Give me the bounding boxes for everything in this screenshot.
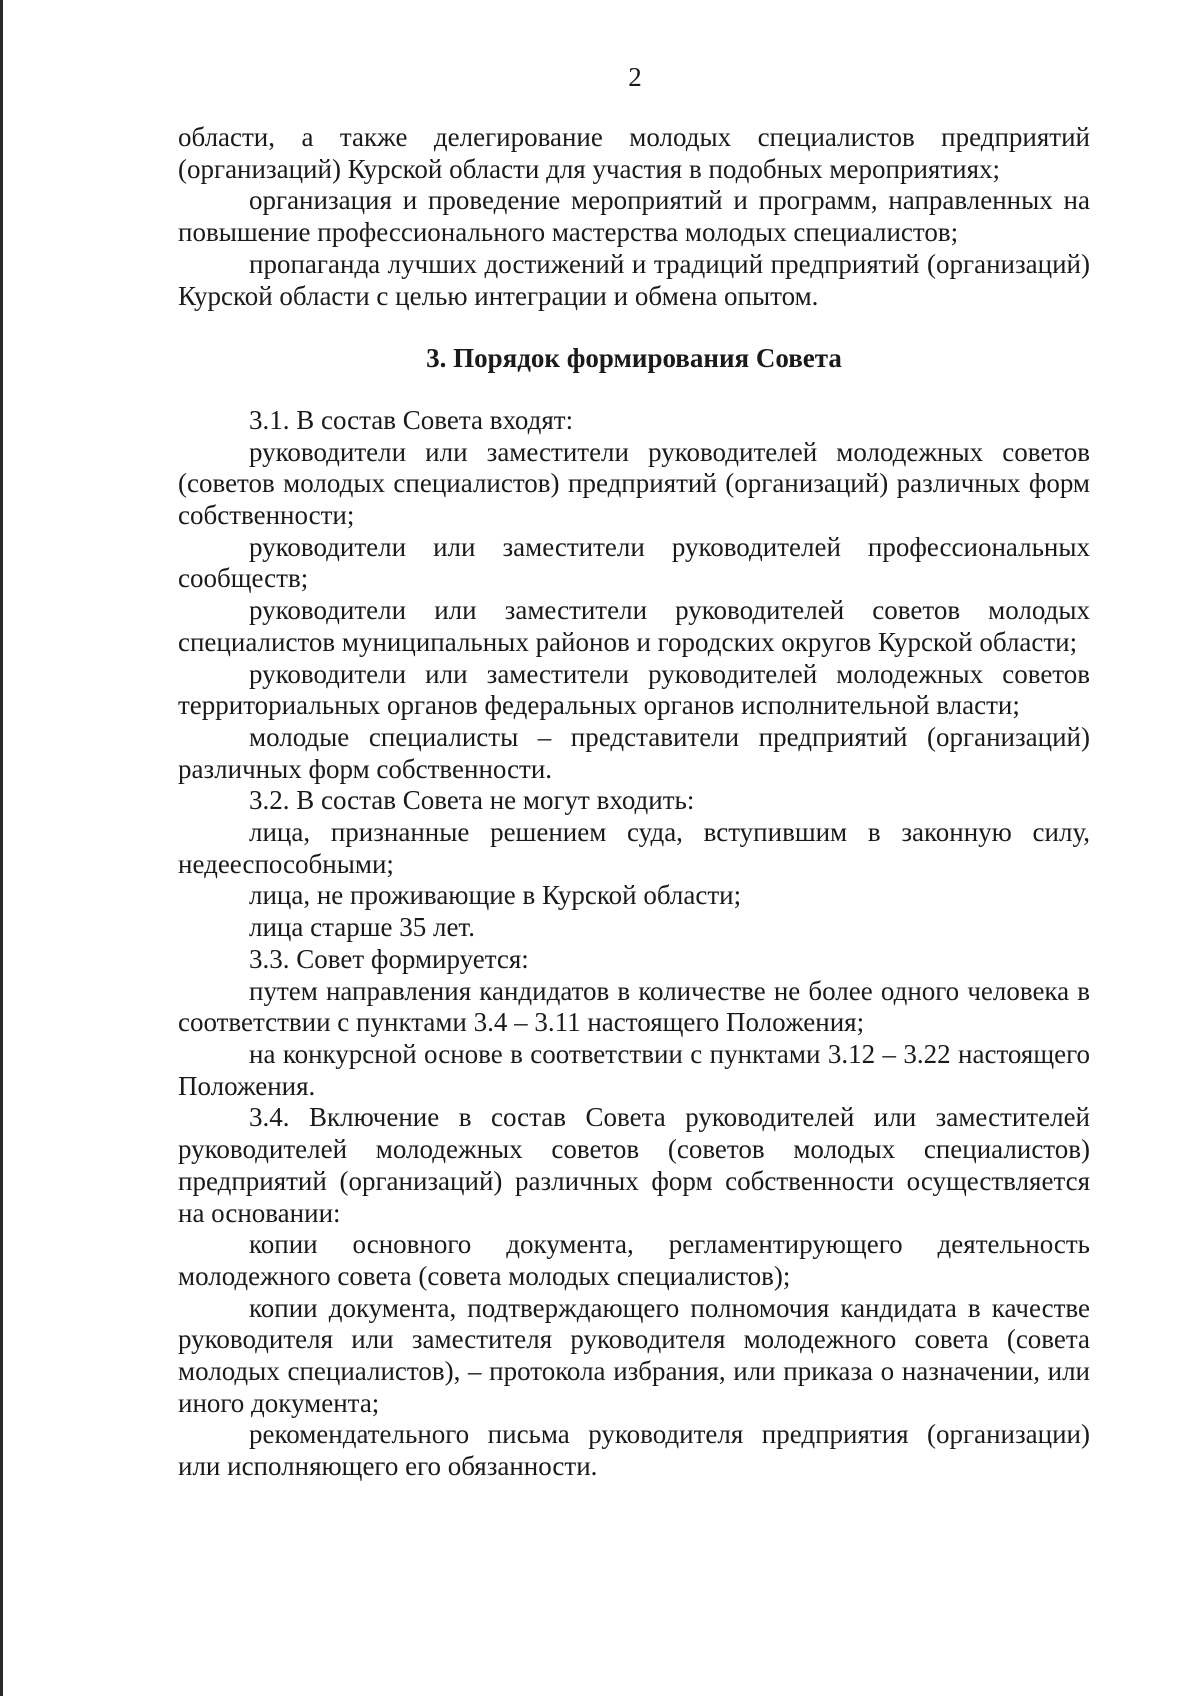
clause-3-3-item: путем направления кандидатов в количестве не более одного человека в соответствии с пунктами 3.4 – 3.11 настоящего Положения; [178,975,1090,1038]
clause-3-4-item: рекомендательного письма руководителя предприятия (организации) или исполняющего его обязанности. [178,1419,1090,1482]
page-number: 2 [628,62,642,92]
paragraph-continuation: области, а также делегирование молодых специалистов предприятий (организаций) Курской области для участия в подобных мероприятиях; [178,122,1090,184]
spacer [178,312,1090,343]
section-heading: 3. Порядок формирования Совета [426,343,842,374]
clause-3-1-item: руководители или заместители руководителей советов молодых специалистов муниципальных районов и городских округов Курской области; [178,595,1090,657]
clause-3-3: 3.3. Совет формируется: [249,943,529,974]
clause-3-1-item: руководители или заместители руководителей профессиональных сообществ; [178,531,1090,594]
clause-3-3-item: на конкурсной основе в соответствии с пунктами 3.12 – 3.22 настоящего Положения. [178,1038,1090,1101]
clause-3-1-item: руководители или заместители руководителей молодежных советов территориальных органов федеральных органов исполнительной власти; [178,658,1090,721]
clause-3-2: 3.2. В состав Совета не могут входить: [249,785,695,816]
paragraph-list-item: организация и проведение мероприятий и программ, направленных на повышение профессионального мастерства молодых специалистов; [178,185,1090,248]
document-body [178,122,1090,1483]
clause-3-2-item: лица, не проживающие в Курской области; [249,880,742,911]
paragraph-list-item: пропаганда лучших достижений и традиций предприятий (организаций) Курской области с целью интеграции и обмена опытом. [178,248,1090,311]
scan-left-edge [0,0,3,1696]
clause-3-1-item: руководители или заместители руководителей молодежных советов (советов молодых специалистов) предприятий (организаций) различных форм собственности; [178,436,1090,531]
clause-3-1-item: молодые специалисты – представители предприятий (организаций) различных форм собственности. [178,721,1090,784]
clause-3-2-item: лица старше 35 лет. [249,912,475,943]
clause-3-1: 3.1. В состав Совета входят: [249,404,574,435]
spacer [178,375,1090,405]
clause-3-4-item: копии документа, подтверждающего полномочия кандидата в качестве руководителя или заместителя руководителя молодежного совета (совета молодых специалистов), – протокола избрания, или приказа о назначении, или иного документа; [178,1292,1090,1418]
clause-3-4-item: копии основного документа, регламентирующего деятельность молодежного совета (совета молодых специалистов); [178,1229,1090,1291]
clause-3-4: 3.4. Включение в состав Совета руководителей или заместителей руководителей молодежных советов (советов молодых специалистов) предприятий (организаций) различных форм собственности осуществляется на основании: [178,1102,1090,1228]
clause-3-2-item: лица, признанные решением суда, вступившим в законную силу, недееспособными; [178,817,1090,879]
